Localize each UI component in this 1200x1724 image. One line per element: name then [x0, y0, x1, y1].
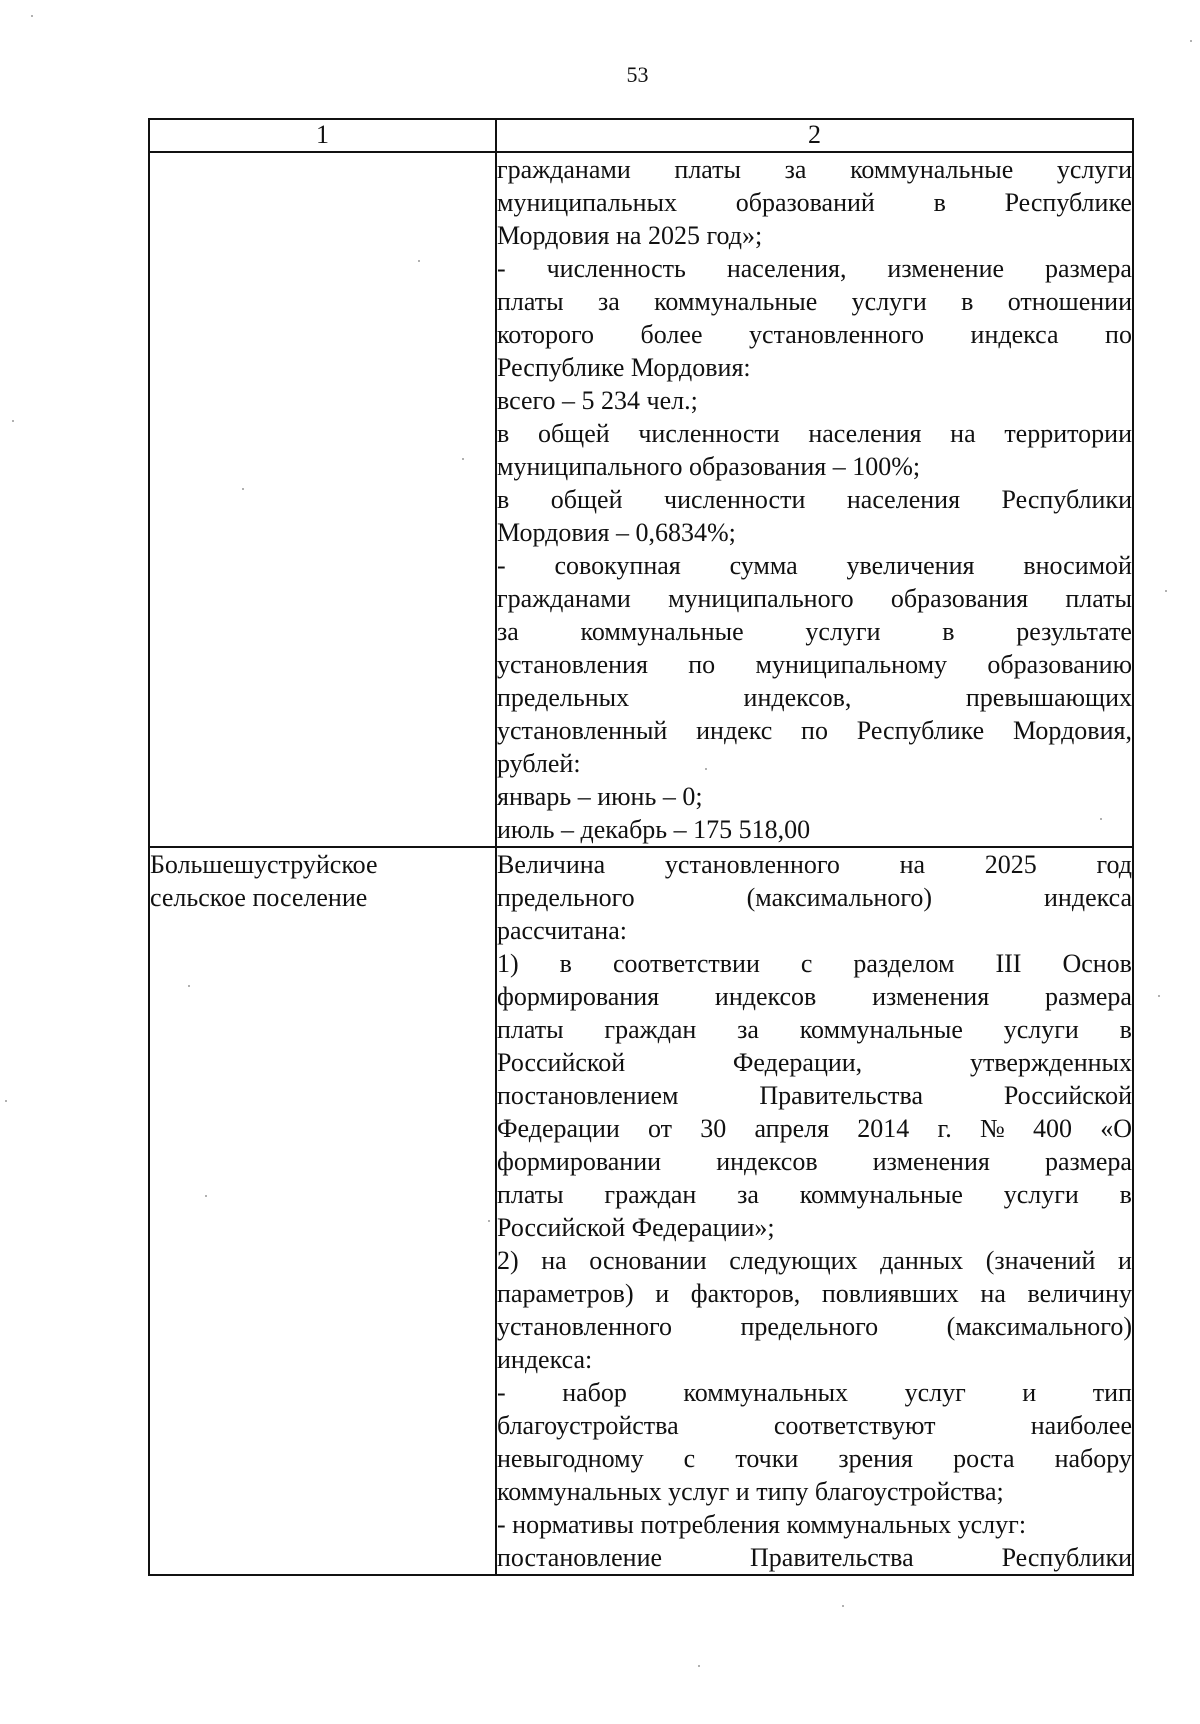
- cell-text-line: рассчитана:: [497, 916, 627, 945]
- cell-text-line: сельское поселение: [150, 883, 368, 912]
- column-header-1: 1: [149, 119, 496, 152]
- cell-text-line: Мордовия – 0,6834%;: [497, 518, 736, 547]
- cell-text-line: параметров) и факторов, повлиявших на величину: [497, 1279, 1132, 1308]
- cell-text-line: платы граждан за коммунальные услуги в: [497, 1015, 1132, 1044]
- cell-text-line: всего – 5 234 чел.;: [497, 386, 698, 415]
- cell-text-line: индекса:: [497, 1345, 593, 1374]
- cell-text-line: июль – декабрь – 175 518,00: [497, 815, 811, 844]
- cell-text-line: Российской Федерации»;: [497, 1213, 775, 1242]
- column-header-2: 2: [496, 119, 1133, 152]
- cell-text-line: коммунальных услуг и типу благоустройства;: [497, 1477, 1004, 1506]
- cell-text-line: гражданами муниципального образования платы: [497, 584, 1132, 613]
- cell-text-line: в общей численности населения на территории: [497, 419, 1132, 448]
- cell-text-line: формировании индексов изменения размера: [497, 1147, 1132, 1176]
- cell-text-line: установленного предельного (максимального): [497, 1312, 1132, 1341]
- table-header-row: [149, 119, 1133, 152]
- cell-text-line: Российской Федерации, утвержденных: [497, 1048, 1132, 1077]
- cell-text-line: в общей численности населения Республики: [497, 485, 1132, 514]
- cell-text-line: платы граждан за коммунальные услуги в: [497, 1180, 1132, 1209]
- cell-text-line: - набор коммунальных услуг и тип: [497, 1378, 1132, 1407]
- cell-text-line: которого более установленного индекса по: [497, 320, 1132, 349]
- cell-text-line: рублей:: [497, 749, 581, 778]
- cell-text-line: установления по муниципальному образованию: [497, 650, 1132, 679]
- cell-text-line: - численность населения, изменение размера: [497, 254, 1132, 283]
- cell-text-line: муниципальных образований в Республике: [497, 188, 1132, 217]
- cell-text-line: предельных индексов, превышающих: [497, 683, 1132, 712]
- cell-text-line: - совокупная сумма увеличения вносимой: [497, 551, 1132, 580]
- cell-text-line: Федерации от 30 апреля 2014 г. № 400 «О: [497, 1114, 1132, 1143]
- cell-text-line: за коммунальные услуги в результате: [497, 617, 1132, 646]
- cell-text-line: 2) на основании следующих данных (значений и: [497, 1246, 1132, 1275]
- cell-text-line: предельного (максимального) индекса: [497, 883, 1132, 912]
- cell-text-line: установленный индекс по Республике Мордовия,: [497, 716, 1132, 745]
- row-1-description-cell: [496, 152, 1133, 847]
- page-number: 53: [626, 62, 649, 87]
- cell-text-line: постановление Правительства Республики: [497, 1543, 1132, 1572]
- cell-text-line: Мордовия на 2025 год»;: [497, 221, 763, 250]
- row-2-name-cell: [149, 847, 496, 1575]
- cell-text-line: Большешуструйское: [150, 850, 378, 879]
- cell-text-line: формирования индексов изменения размера: [497, 982, 1132, 1011]
- cell-text-line: благоустройства соответствуют наиболее: [497, 1411, 1132, 1440]
- cell-text-line: 1) в соответствии с разделом III Основ: [497, 949, 1132, 978]
- cell-text-line: гражданами платы за коммунальные услуги: [497, 155, 1132, 184]
- cell-text-line: муниципального образования – 100%;: [497, 452, 921, 481]
- table-row: [149, 152, 1133, 847]
- row-1-name-cell: [149, 152, 496, 847]
- row-2-description-cell: [496, 847, 1133, 1575]
- cell-text-line: январь – июнь – 0;: [497, 782, 703, 811]
- cell-text-line: невыгодному с точки зрения роста набору: [497, 1444, 1132, 1473]
- cell-text-line: - нормативы потребления коммунальных услуг:: [497, 1510, 1027, 1539]
- cell-text-line: Республике Мордовия:: [497, 353, 751, 382]
- cell-text-line: постановлением Правительства Российской: [497, 1081, 1132, 1110]
- document-table: [148, 118, 1134, 1576]
- cell-text-line: платы за коммунальные услуги в отношении: [497, 287, 1132, 316]
- cell-text-line: Величина установленного на 2025 год: [497, 850, 1132, 879]
- table-row: [149, 847, 1133, 1575]
